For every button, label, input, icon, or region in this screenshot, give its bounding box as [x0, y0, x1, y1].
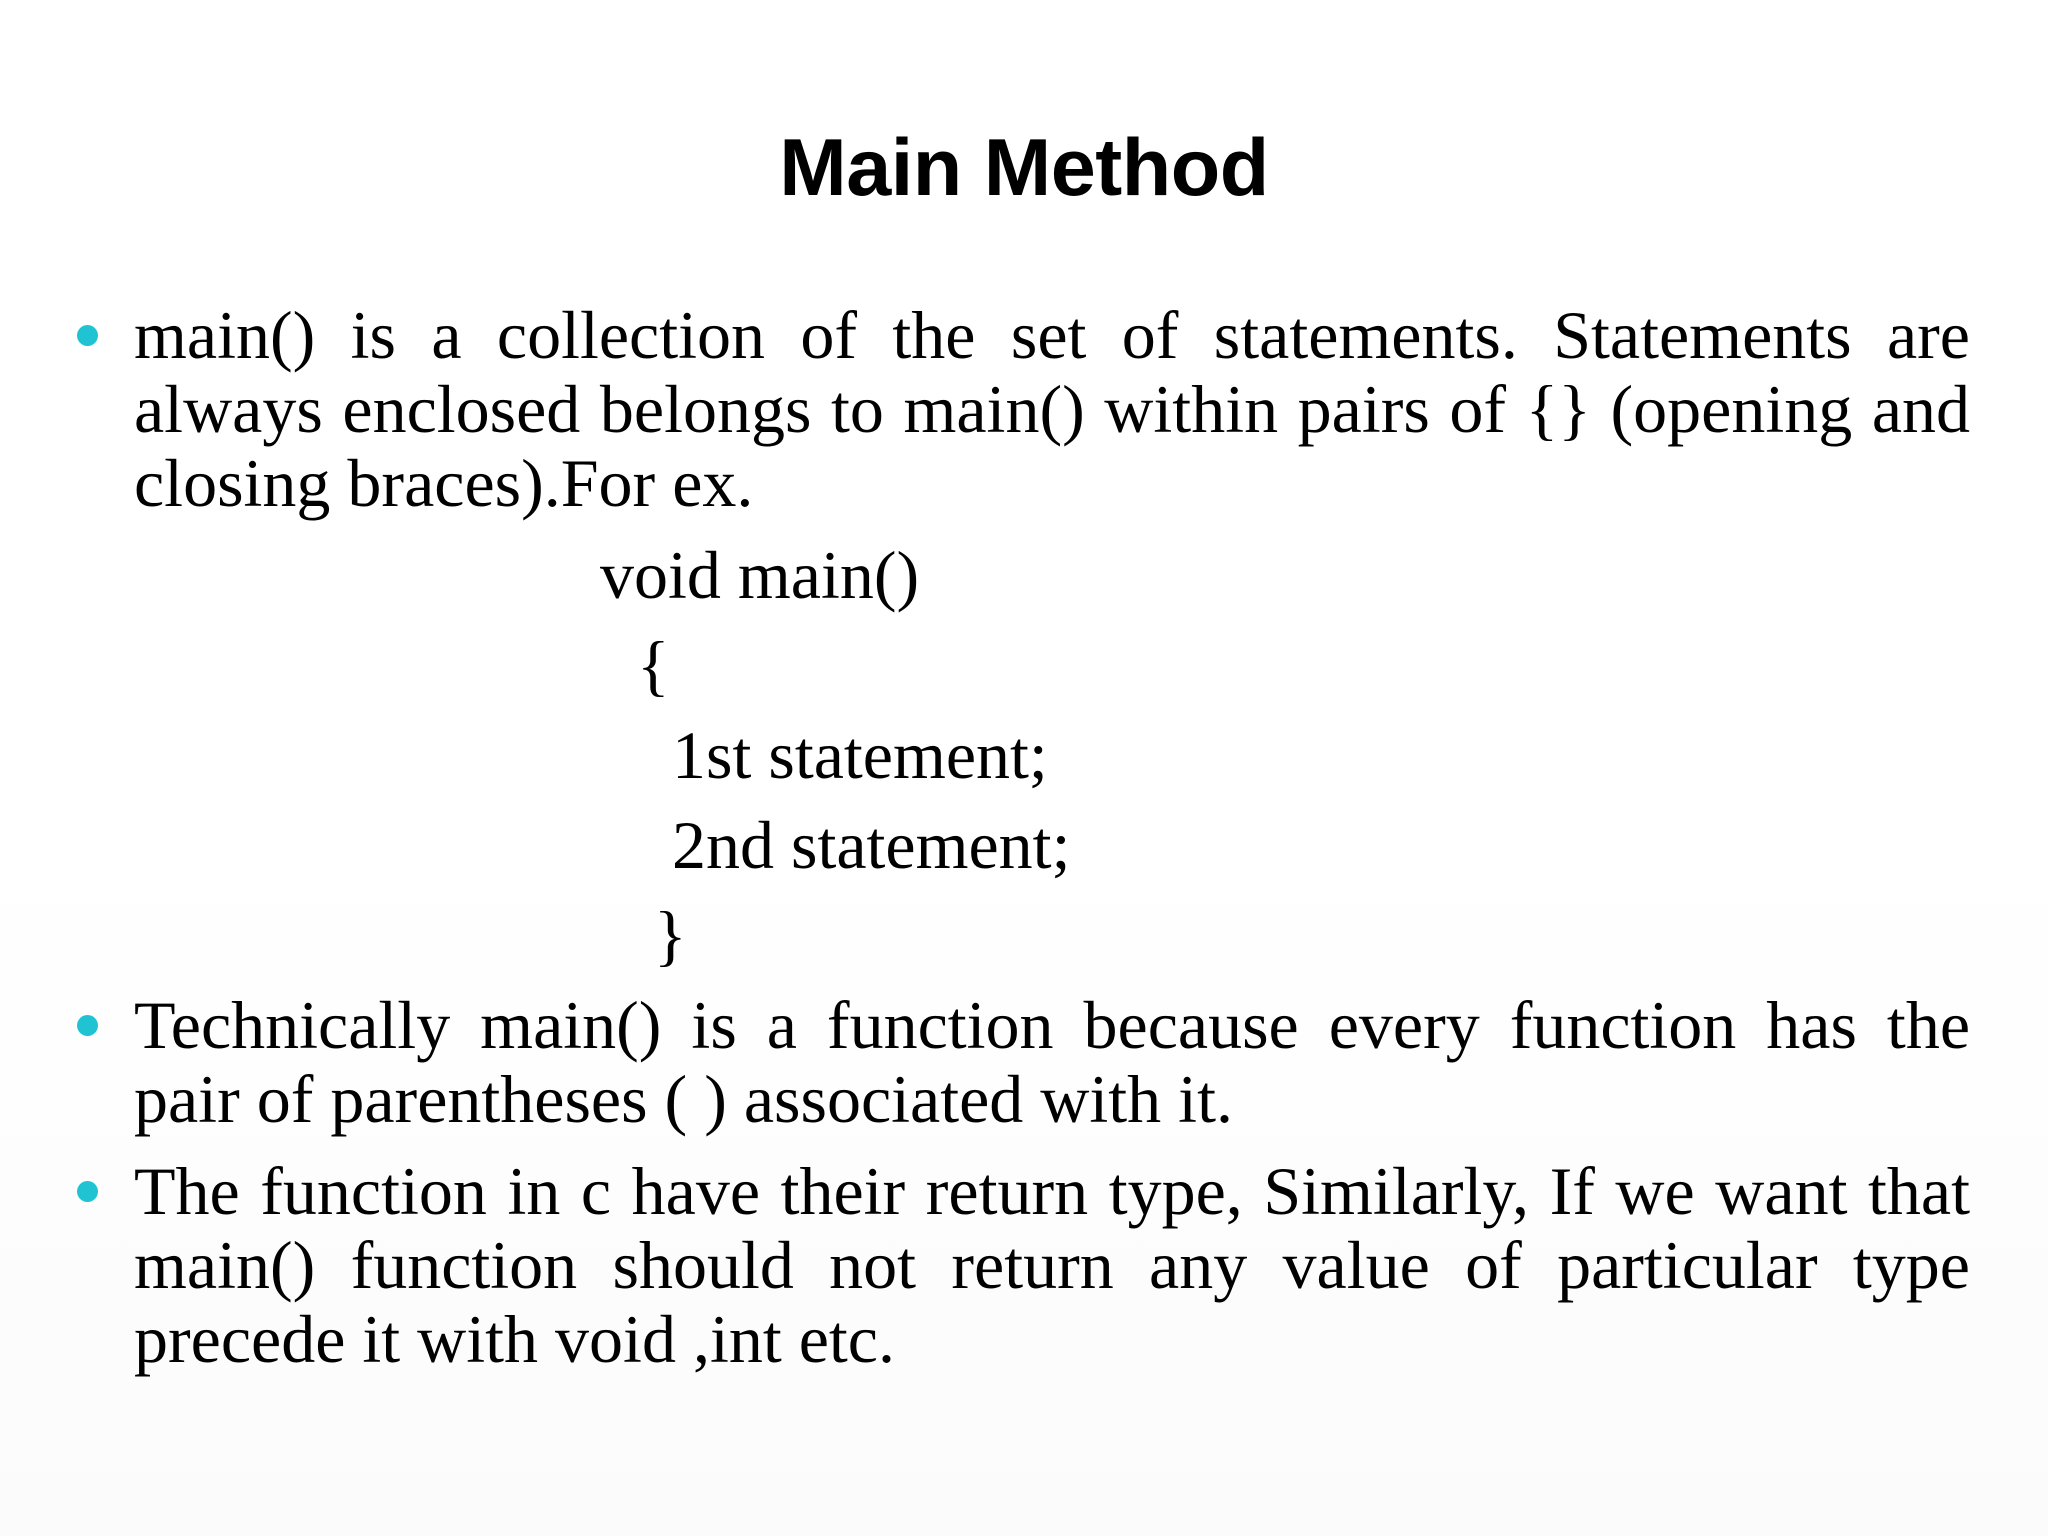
bullet-dot-icon [77, 325, 98, 346]
bullet-dot-icon [77, 1015, 98, 1036]
code-line-signature: void main() [600, 537, 920, 613]
code-line-statement-2: 2nd statement; [672, 807, 1071, 883]
slide-title: Main Method [779, 123, 1269, 213]
code-line-close-brace: } [654, 897, 687, 973]
bullet-text-3: The function in c have their return type, Similarly, If we want that main() function should not return any value of particular type precede it with void ,int etc. [134, 1153, 1970, 1377]
code-line-statement-1: 1st statement; [672, 717, 1048, 793]
bullet-text-1: main() is a collection of the set of statements. Statements are always enclosed belongs to main() within pairs of {} (opening and closing braces).For ex. [134, 297, 1970, 521]
code-line-open-brace: { [637, 627, 670, 703]
bullet-dot-icon [77, 1181, 98, 1202]
bullet-text-2: Technically main() is a function because every function has the pair of parentheses ( ) associated with it. [134, 987, 1970, 1137]
